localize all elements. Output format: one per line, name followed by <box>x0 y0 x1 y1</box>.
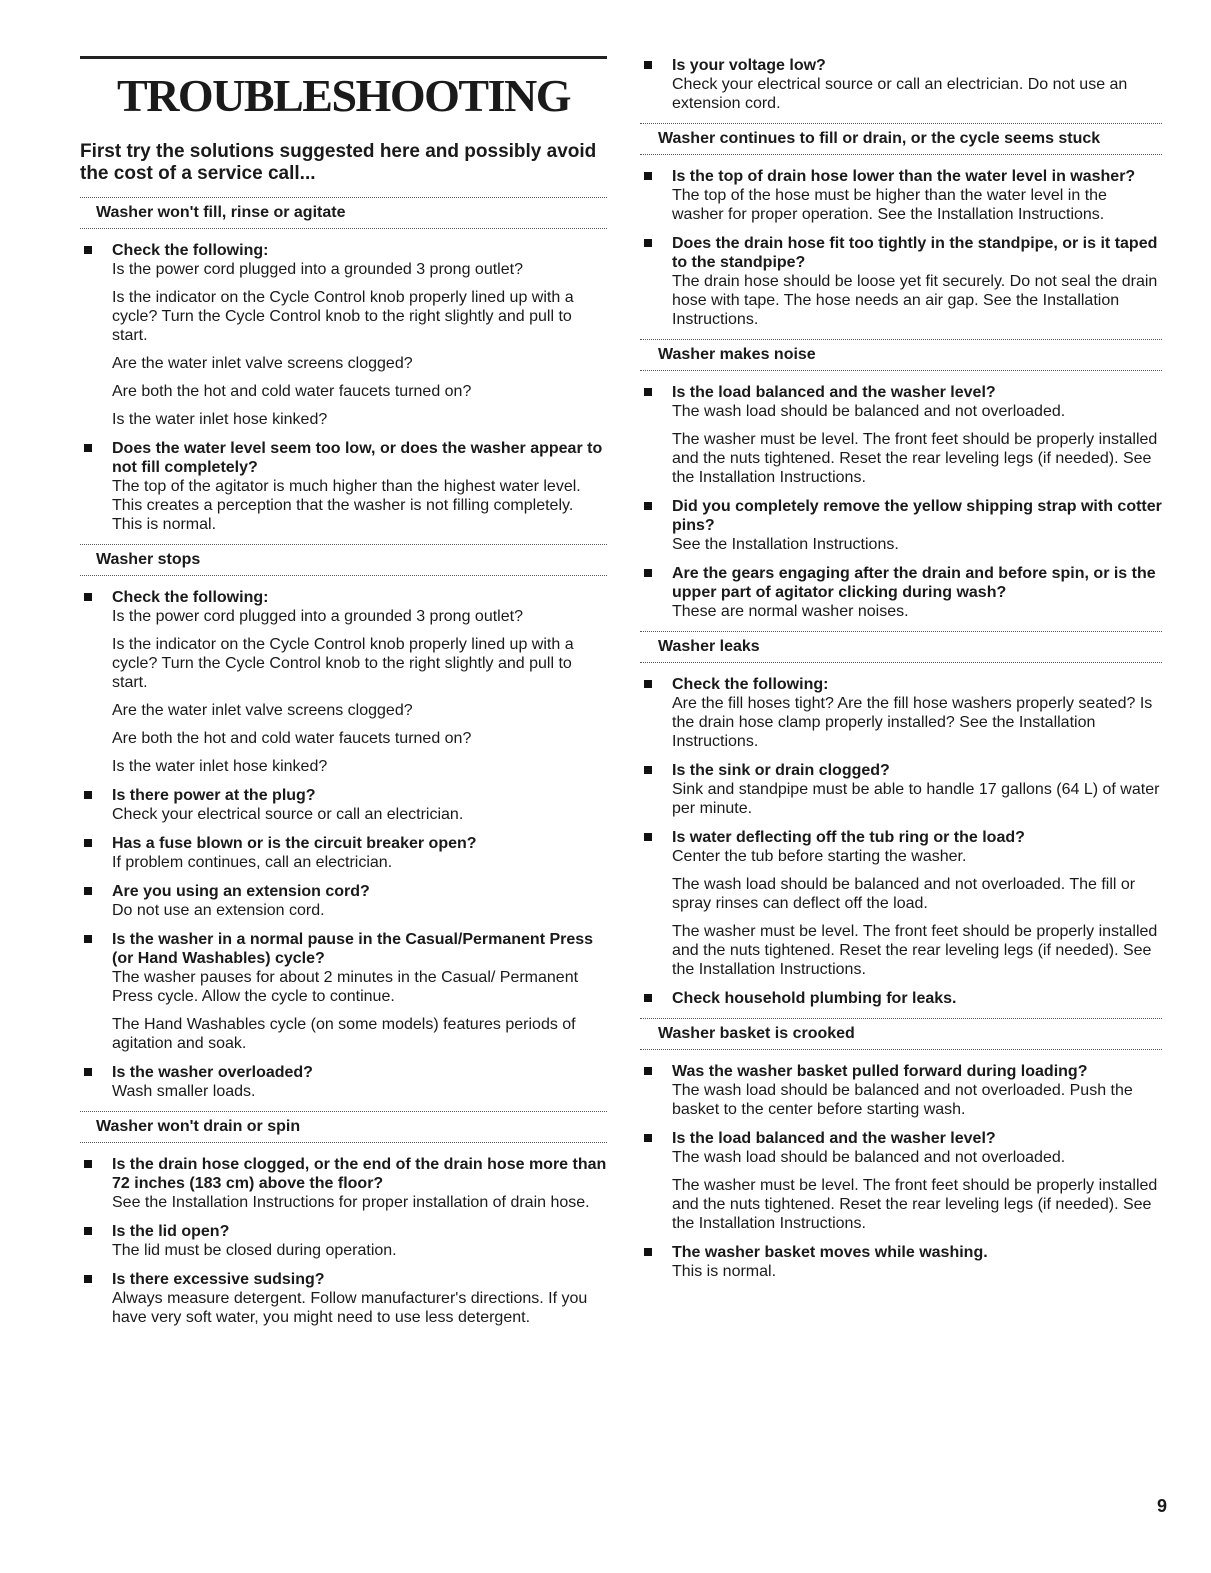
item-answer: Are both the hot and cold water faucets turned on? <box>112 383 472 400</box>
item-answer: The wash load should be balanced and not overloaded. <box>672 403 1066 420</box>
section-heading: Washer makes noise <box>640 339 1162 371</box>
section <box>640 123 1162 329</box>
troubleshooting-item <box>80 1270 607 1327</box>
section-heading: Washer basket is crooked <box>640 1018 1162 1050</box>
section <box>640 339 1162 621</box>
item-question: Check the following: <box>112 242 269 259</box>
item-answer: If problem continues, call an electrician. <box>112 854 393 871</box>
bullet-icon <box>84 593 92 601</box>
bullet-icon <box>644 388 652 396</box>
troubleshooting-item <box>640 167 1162 224</box>
bullet-icon <box>644 502 652 510</box>
item-answer: Is the power cord plugged into a grounded 3 prong outlet? <box>112 261 523 278</box>
item-answer: The Hand Washables cycle (on some models) features periods of agitation and soak. <box>112 1016 576 1052</box>
section <box>640 631 1162 1008</box>
intro-text: First try the solutions suggested here and possibly avoid the cost of a service call... <box>80 141 597 184</box>
section <box>80 1111 607 1327</box>
left-sections <box>80 197 607 1327</box>
item-answer: The lid must be closed during operation. <box>112 1242 397 1259</box>
item-answer: The washer must be level. The front feet should be properly installed and the nuts tightened. Reset the rear leveling legs (if needed). See the Installation Instructions. <box>672 1177 1158 1232</box>
item-answer: Is the indicator on the Cycle Control knob properly lined up with a cycle? Turn the Cycle Control knob to the right slightly and pull to start. <box>112 289 574 344</box>
bullet-icon <box>644 569 652 577</box>
item-answer: Is the water inlet hose kinked? <box>112 758 328 775</box>
item-answer: The washer must be level. The front feet should be properly installed and the nuts tightened. Reset the rear leveling legs (if needed). See the Installation Instructions. <box>672 431 1158 486</box>
troubleshooting-item <box>640 56 1162 113</box>
troubleshooting-item <box>80 1063 607 1101</box>
item-question: Is the load balanced and the washer level? <box>672 1130 996 1147</box>
bullet-icon <box>644 680 652 688</box>
bullet-icon <box>644 1134 652 1142</box>
title-rule <box>80 56 607 59</box>
item-question: Check the following: <box>672 676 829 693</box>
item-question: Is the sink or drain clogged? <box>672 762 890 779</box>
bullet-icon <box>84 1068 92 1076</box>
item-answer: The washer must be level. The front feet should be properly installed and the nuts tightened. Reset the rear leveling legs (if needed). See the Installation Instructions. <box>672 923 1158 978</box>
item-question: Is the lid open? <box>112 1223 230 1240</box>
bullet-icon <box>84 791 92 799</box>
bullet-icon <box>84 1275 92 1283</box>
item-question: Was the washer basket pulled forward during loading? <box>672 1063 1088 1080</box>
troubleshooting-item <box>640 1243 1162 1281</box>
item-answer: Do not use an extension cord. <box>112 902 325 919</box>
troubleshooting-item <box>80 241 607 429</box>
item-answer: The wash load should be balanced and not overloaded. Push the basket to the center before starting wash. <box>672 1082 1133 1118</box>
troubleshooting-item <box>640 383 1162 487</box>
item-question: Is the drain hose clogged, or the end of the drain hose more than 72 inches (183 cm) above the floor? <box>112 1156 607 1192</box>
item-answer: Check your electrical source or call an electrician. Do not use an extension cord. <box>672 76 1128 112</box>
troubleshooting-item <box>80 786 607 824</box>
item-answer: The top of the agitator is much higher than the highest water level. This creates a perception that the washer is not filling completely. This is normal. <box>112 478 581 533</box>
item-question: Is the top of drain hose lower than the water level in washer? <box>672 168 1136 185</box>
item-question: Are the gears engaging after the drain and before spin, or is the upper part of agitator clicking during wash? <box>672 565 1156 601</box>
item-question: Is the load balanced and the washer level? <box>672 384 996 401</box>
troubleshooting-item <box>640 1062 1162 1119</box>
section-heading: Washer won't drain or spin <box>80 1111 607 1143</box>
troubleshooting-item <box>80 1222 607 1260</box>
left-column <box>80 0 607 1337</box>
page-number: 9 <box>1156 1496 1167 1516</box>
bullet-icon <box>644 172 652 180</box>
troubleshooting-item <box>80 930 607 1053</box>
item-question: Is the washer overloaded? <box>112 1064 313 1081</box>
item-answer: Is the power cord plugged into a grounded 3 prong outlet? <box>112 608 523 625</box>
item-question: Are you using an extension cord? <box>112 883 370 900</box>
item-answer: Always measure detergent. Follow manufacturer's directions. If you have very soft water, you might need to use less detergent. <box>112 1290 588 1326</box>
section-heading: Washer leaks <box>640 631 1162 663</box>
page-title: TROUBLESHOOTING <box>117 70 570 121</box>
section <box>640 1018 1162 1281</box>
item-answer: These are normal washer noises. <box>672 603 909 620</box>
section-heading: Washer won't fill, rinse or agitate <box>80 197 607 229</box>
bullet-icon <box>84 1227 92 1235</box>
troubleshooting-item <box>640 234 1162 329</box>
bullet-icon <box>644 833 652 841</box>
item-question: Did you completely remove the yellow shipping strap with cotter pins? <box>672 498 1162 534</box>
troubleshooting-item <box>640 564 1162 621</box>
item-answer: This is normal. <box>672 1263 777 1280</box>
item-answer: Sink and standpipe must be able to handle 17 gallons (64 L) of water per minute. <box>672 781 1160 817</box>
bullet-icon <box>84 246 92 254</box>
item-answer: The wash load should be balanced and not overloaded. The fill or spray rinses can deflect off the load. <box>672 876 1136 912</box>
right-column <box>640 0 1162 1291</box>
section-heading: Washer continues to fill or drain, or the cycle seems stuck <box>640 123 1162 155</box>
right-top-items <box>640 56 1162 113</box>
item-question: Is there power at the plug? <box>112 787 316 804</box>
troubleshooting-item <box>640 989 1162 1008</box>
bullet-icon <box>644 766 652 774</box>
item-answer: Are the water inlet valve screens clogged? <box>112 355 413 372</box>
right-sections <box>640 123 1162 1281</box>
troubleshooting-item <box>640 828 1162 979</box>
bullet-icon <box>84 935 92 943</box>
item-answer: Is the indicator on the Cycle Control knob properly lined up with a cycle? Turn the Cycle Control knob to the right slightly and pull to start. <box>112 636 574 691</box>
item-question: Is your voltage low? <box>672 57 826 74</box>
troubleshooting-item <box>640 675 1162 751</box>
item-question: Check the following: <box>112 589 269 606</box>
item-question: Does the drain hose fit too tightly in the standpipe, or is it taped to the standpipe? <box>672 235 1158 271</box>
item-answer: Are both the hot and cold water faucets turned on? <box>112 730 472 747</box>
troubleshooting-item <box>80 588 607 776</box>
section-heading: Washer stops <box>80 544 607 576</box>
bullet-icon <box>644 239 652 247</box>
item-question: Is the washer in a normal pause in the Casual/Permanent Press (or Hand Washables) cycle? <box>112 931 594 967</box>
troubleshooting-item <box>80 834 607 872</box>
item-answer: Are the fill hoses tight? Are the fill hose washers properly seated? Is the drain hose clamp properly installed? See the Installation Instructions. <box>672 695 1153 750</box>
item-answer: Is the water inlet hose kinked? <box>112 411 328 428</box>
item-answer: The drain hose should be loose yet fit securely. Do not seal the drain hose with tape. The hose needs an air gap. See the Installation Instructions. <box>672 273 1158 328</box>
troubleshooting-item <box>640 497 1162 554</box>
troubleshooting-item <box>80 439 607 534</box>
troubleshooting-item <box>80 1155 607 1212</box>
troubleshooting-item <box>640 761 1162 818</box>
troubleshooting-item <box>640 1129 1162 1233</box>
item-question: Does the water level seem too low, or does the washer appear to not fill completely? <box>112 440 603 476</box>
bullet-icon <box>84 444 92 452</box>
bullet-icon <box>644 1067 652 1075</box>
item-answer: Center the tub before starting the washer. <box>672 848 967 865</box>
troubleshooting-item <box>80 882 607 920</box>
bullet-icon <box>84 887 92 895</box>
item-question: Is there excessive sudsing? <box>112 1271 325 1288</box>
bullet-icon <box>84 839 92 847</box>
item-question: Is water deflecting off the tub ring or the load? <box>672 829 1025 846</box>
item-answer: The wash load should be balanced and not overloaded. <box>672 1149 1066 1166</box>
item-answer: Check your electrical source or call an electrician. <box>112 806 464 823</box>
item-answer: The washer pauses for about 2 minutes in the Casual/ Permanent Press cycle. Allow the cycle to continue. <box>112 969 579 1005</box>
item-question: Has a fuse blown or is the circuit breaker open? <box>112 835 477 852</box>
item-question: Check household plumbing for leaks. <box>672 990 957 1007</box>
item-answer: The top of the hose must be higher than the water level in the washer for proper operation. See the Installation Instructions. <box>672 187 1107 223</box>
bullet-icon <box>644 61 652 69</box>
item-answer: See the Installation Instructions for proper installation of drain hose. <box>112 1194 590 1211</box>
item-answer: See the Installation Instructions. <box>672 536 899 553</box>
item-answer: Are the water inlet valve screens clogged? <box>112 702 413 719</box>
bullet-icon <box>644 1248 652 1256</box>
bullet-icon <box>84 1160 92 1168</box>
item-question: The washer basket moves while washing. <box>672 1244 988 1261</box>
section <box>80 544 607 1101</box>
section <box>80 197 607 534</box>
item-answer: Wash smaller loads. <box>112 1083 256 1100</box>
bullet-icon <box>644 994 652 1002</box>
